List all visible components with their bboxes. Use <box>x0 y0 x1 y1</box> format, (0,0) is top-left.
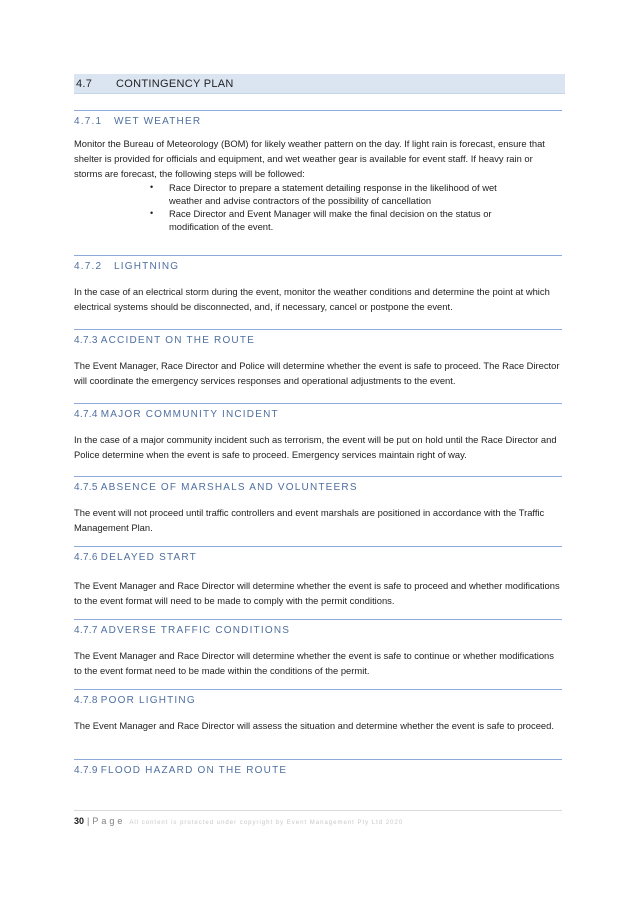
subsection-wet-weather <box>74 110 562 233</box>
bullet-list <box>74 181 562 233</box>
subsection-poor-lighting <box>74 689 562 733</box>
subsection-heading <box>74 546 562 566</box>
subsection-number: 4.7.9 <box>74 765 98 776</box>
bullet-icon: • <box>150 208 154 218</box>
subsection-number: 4.7.3 <box>74 335 98 346</box>
subsection-body: Monitor the Bureau of Meteorology (BOM) for likely weather pattern on the day. If light rain is forecast, ensure that shelter is provided for officials and equipment, and wet weather gear is available for event staff. If heavy rain or storms are forecast, the following steps will be followed: <box>74 138 545 179</box>
page-number: 30 <box>74 816 85 826</box>
page-footer <box>74 810 562 826</box>
subsection-number: 4.7.8 <box>74 695 98 706</box>
subsection-title: DELAYED START <box>100 552 197 563</box>
subsection-delayed-start <box>74 546 562 608</box>
list-item <box>74 207 509 233</box>
bullet-icon: • <box>150 182 154 192</box>
subsection-body: In the case of a major community incident such as terrorism, the event will be put on hold until the Race Director and Police determine when the event is safe to proceed. Emergency services maintain right of way. <box>74 434 557 460</box>
subsection-title: ADVERSE TRAFFIC CONDITIONS <box>100 625 291 636</box>
subsection-title: ACCIDENT ON THE ROUTE <box>100 335 256 346</box>
section-title: CONTINGENCY PLAN <box>116 78 234 90</box>
subsection-heading <box>74 329 562 349</box>
subsection-number: 4.7.4 <box>74 409 98 420</box>
subsection-heading <box>74 689 562 709</box>
subsection-body: In the case of an electrical storm during the event, monitor the weather conditions and determine the point at which electrical systems should be disconnected, and, if necessary, cancel or postpone the event. <box>74 286 550 312</box>
subsection-title: POOR LIGHTING <box>100 695 196 706</box>
section-heading <box>74 74 565 94</box>
page-label: Page <box>92 816 126 826</box>
subsection-number: 4.7.2 <box>74 261 103 272</box>
subsection-lightning <box>74 255 562 314</box>
subsection-accident-on-route <box>74 329 562 388</box>
subsection-major-community-incident <box>74 403 562 462</box>
list-item-text: Race Director to prepare a statement detailing response in the likelihood of wet weather and advise contractors of the possibility of cancellation <box>169 182 497 206</box>
subsection-title: WET WEATHER <box>114 116 202 127</box>
copyright-notice: All content is protected under copyright by Event Management Pty Ltd 2020 <box>129 820 404 826</box>
list-item <box>74 181 509 207</box>
list-item-text: Race Director and Event Manager will make the final decision on the status or modification of the event. <box>169 208 492 232</box>
subsection-body: The Event Manager and Race Director will determine whether the event is safe to proceed and whether modifications to the event format will need to be made to comply with the permit conditions. <box>74 580 560 606</box>
subsection-absence-of-marshals <box>74 476 562 535</box>
subsection-number: 4.7.1 <box>74 116 103 127</box>
footer-separator: | <box>87 816 90 826</box>
subsection-title: ABSENCE OF MARSHALS AND VOLUNTEERS <box>100 482 358 493</box>
subsection-body: The Event Manager, Race Director and Police will determine whether the event is safe to proceed. The Race Director will coordinate the emergency services responses and operational adjustments to the event. <box>74 360 560 386</box>
subsection-heading <box>74 476 562 496</box>
subsection-adverse-traffic <box>74 619 562 678</box>
subsection-heading <box>74 255 562 275</box>
subsection-flood-hazard <box>74 759 562 779</box>
subsection-body: The Event Manager and Race Director will determine whether the event is safe to continue or whether modifications to the event format need to be made within the conditions of the permit. <box>74 650 554 676</box>
subsection-title: LIGHTNING <box>114 261 180 272</box>
subsection-number: 4.7.6 <box>74 552 98 563</box>
subsection-body: The event will not proceed until traffic controllers and event marshals are positioned in accordance with the Traffic Management Plan. <box>74 507 545 533</box>
subsection-title: FLOOD HAZARD ON THE ROUTE <box>100 765 288 776</box>
subsection-body: The Event Manager and Race Director will assess the situation and determine whether the event is safe to proceed. <box>74 720 554 731</box>
subsection-title: MAJOR COMMUNITY INCIDENT <box>100 409 279 420</box>
section-number: 4.7 <box>76 78 93 90</box>
subsection-heading <box>74 403 562 423</box>
subsection-heading <box>74 110 562 130</box>
subsection-number: 4.7.7 <box>74 625 98 636</box>
subsection-number: 4.7.5 <box>74 482 98 493</box>
subsection-heading <box>74 619 562 639</box>
subsection-heading <box>74 759 562 779</box>
